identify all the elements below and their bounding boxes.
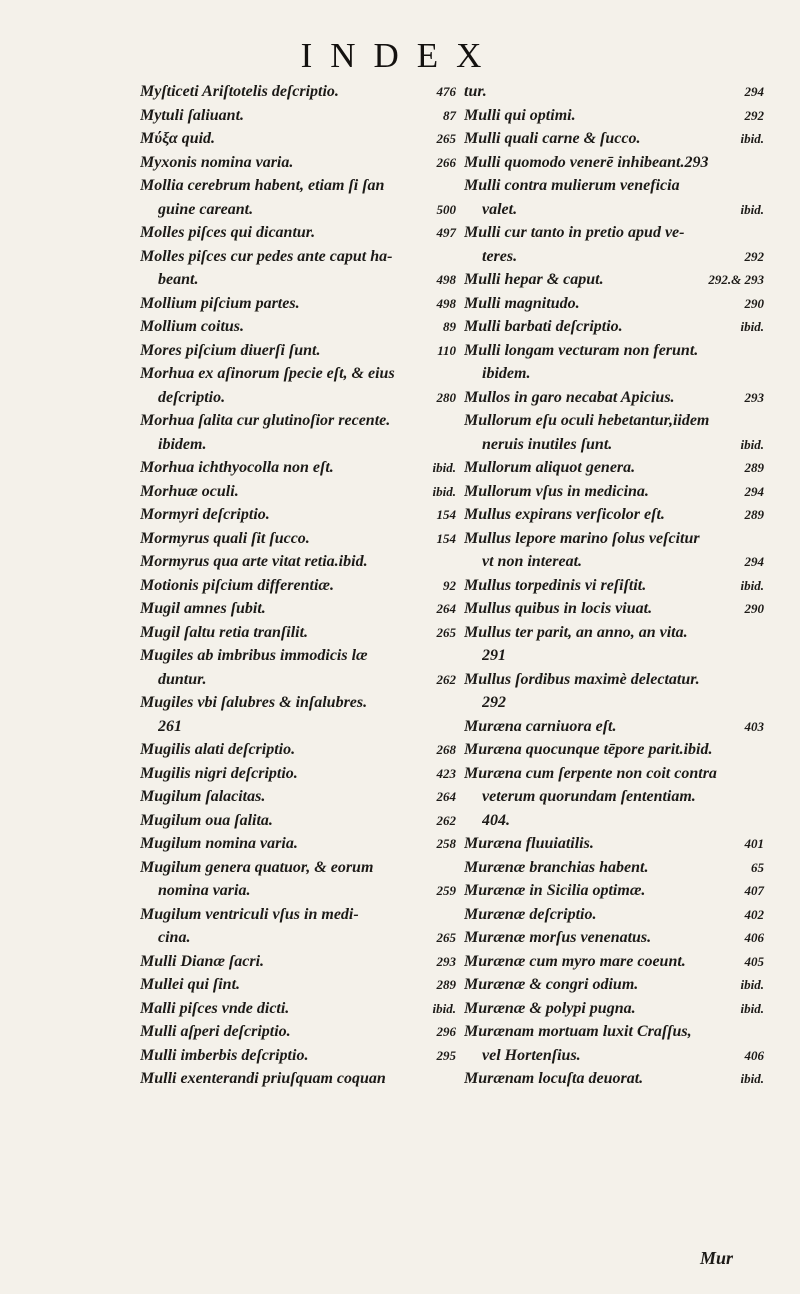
- page-number: 92: [443, 577, 456, 593]
- index-entry: [464, 409, 764, 456]
- page-number: 498: [436, 272, 456, 287]
- page-number: 500: [436, 201, 456, 217]
- index-entry: [464, 503, 764, 527]
- entry-text: nomina varia.: [158, 882, 251, 899]
- entry-text: 292: [482, 694, 506, 711]
- page-number: 402: [744, 906, 764, 922]
- entry-text: Mores piſcium diuerſi ſunt.: [140, 341, 321, 359]
- entry-text: Μύξα quid.: [140, 130, 216, 147]
- index-entry: [140, 80, 456, 104]
- index-entry: [140, 127, 456, 151]
- entry-text: beant.: [158, 271, 199, 288]
- index-entry: [140, 245, 456, 292]
- entry-text: Mugilum ſalacitas.: [140, 788, 266, 805]
- index-entry: [464, 997, 764, 1021]
- index-entry: [464, 738, 764, 762]
- page-number: ibid.: [740, 131, 764, 146]
- index-entry: [140, 292, 456, 316]
- page-number: 292.& 293: [708, 272, 764, 287]
- entry-text: Mugiles vbi ſalubres & inſalubres.: [140, 694, 368, 711]
- entry-text: Mormyrus quali ſit ſucco.: [140, 529, 310, 547]
- index-entry: [140, 480, 456, 504]
- index-entry: [464, 268, 764, 292]
- entry-text: Murænæ deſcriptio.: [464, 905, 597, 923]
- index-entry: [464, 315, 764, 339]
- index-entry: [140, 104, 456, 128]
- page-number: 154: [436, 530, 456, 546]
- page-number: ibid.: [740, 577, 764, 593]
- index-entry: [464, 80, 764, 104]
- entry-text: ibidem.: [482, 365, 531, 382]
- entry-text: valet.: [482, 200, 518, 218]
- entry-text: Morhua ichthyocolla non eſt.: [140, 459, 334, 476]
- page-number: 289: [744, 507, 764, 522]
- entry-text: Muræna quocunque tēpore parit.ibid.: [464, 741, 713, 758]
- page-number: 296: [436, 1024, 456, 1039]
- index-entry: [140, 527, 456, 551]
- index-entry: [140, 1020, 456, 1044]
- index-entry: [140, 809, 456, 833]
- entry-text: Murænam mortuam luxit Craſſus,: [464, 1023, 692, 1040]
- index-entry: [140, 973, 456, 997]
- index-entry: [140, 997, 456, 1021]
- page-number: 294: [744, 554, 764, 569]
- entry-text: Mormyrus qua arte vitat retia.ibid.: [140, 553, 368, 570]
- page-number: 265: [436, 131, 456, 146]
- page-number: 87: [443, 107, 456, 123]
- page-number: 264: [436, 789, 456, 804]
- index-entry: [464, 174, 764, 221]
- entry-text: Mullus ter parit, an anno, an vita.: [464, 623, 688, 641]
- entry-text: neruis inutiles ſunt.: [482, 435, 613, 453]
- index-entry: [464, 1067, 764, 1091]
- index-entry: [140, 597, 456, 621]
- index-entry: [140, 903, 456, 950]
- page-number: 266: [436, 154, 456, 170]
- entry-text: Mullorum vſus in medicina.: [464, 482, 649, 500]
- entry-text: Mullos in garo necabat Apicius.: [464, 388, 675, 406]
- entry-text: Mugilum genera quatuor, & eorum: [140, 858, 374, 876]
- entry-text: Mugilum nomina varia.: [140, 835, 298, 852]
- entry-text: Molles piſces cur pedes ante caput ha-: [140, 247, 393, 265]
- index-entry: [464, 574, 764, 598]
- entry-text: Mulli Dianæ ſacri.: [140, 952, 265, 970]
- page-number: ibid.: [740, 201, 764, 217]
- entry-text: Mulli imberbis deſcriptio.: [140, 1046, 309, 1064]
- entry-text: Mormyri deſcriptio.: [140, 506, 270, 523]
- entry-text: vel Hortenſius.: [482, 1046, 581, 1064]
- index-entry: [464, 527, 764, 574]
- page-number: 295: [436, 1047, 456, 1063]
- entry-text: Mulli quomodo venerē inhibeant.293: [464, 153, 709, 171]
- page-number: 401: [744, 836, 764, 851]
- page-number: 476: [436, 84, 456, 99]
- entry-text: Mullorum eſu oculi hebetantur,iidem: [464, 412, 710, 429]
- entry-text: Mollia cerebrum habent, etiam ſi ſan: [140, 177, 385, 194]
- entry-text: duntur.: [158, 670, 207, 688]
- page-number: 293: [744, 389, 764, 405]
- entry-text: Mugilis alati deſcriptio.: [140, 741, 296, 758]
- catchword: Mur: [700, 1248, 734, 1268]
- page-number: 294: [744, 483, 764, 499]
- entry-text: Mugiles ab imbribus immodicis læ: [140, 647, 368, 664]
- page-number: ibid.: [740, 977, 764, 992]
- entry-text: Mugil ſaltu retia tranſilit.: [140, 623, 309, 641]
- entry-text: Mulli aſperi deſcriptio.: [140, 1023, 291, 1040]
- entry-text: Mytuli ſaliuant.: [140, 106, 245, 124]
- index-entry: [140, 691, 456, 738]
- index-entry: [464, 973, 764, 997]
- entry-text: Mugil amnes ſubit.: [140, 600, 266, 617]
- page-number: 259: [436, 883, 456, 898]
- index-entry: [464, 386, 764, 410]
- page-number: ibid.: [432, 1000, 456, 1016]
- entry-text: Mulli exenterandi priuſquam coquan: [140, 1070, 386, 1087]
- index-entry: [464, 668, 764, 715]
- index-entry: [464, 832, 764, 856]
- entry-text: Mullus ſordibus maximè delectatur.: [464, 670, 700, 688]
- entry-text: guine careant.: [158, 200, 254, 218]
- index-entry: [140, 644, 456, 691]
- index-entry: [464, 762, 764, 833]
- index-entry: [140, 832, 456, 856]
- index-entry: [464, 715, 764, 739]
- entry-text: cina.: [158, 929, 191, 946]
- page-number: ibid.: [432, 460, 456, 475]
- entry-text: Murænæ in Sicilia optimæ.: [464, 882, 646, 899]
- entry-text: Murænæ cum myro mare coeunt.: [464, 952, 686, 970]
- index-entry: [140, 856, 456, 903]
- index-entry: [140, 362, 456, 409]
- page-number: 498: [436, 295, 456, 311]
- index-entry: [464, 339, 764, 386]
- page-number: 89: [443, 319, 456, 334]
- index-entry: [140, 762, 456, 786]
- entry-text: deſcriptio.: [158, 388, 226, 406]
- index-entry: [140, 221, 456, 245]
- entry-text: Mulli magnitudo.: [464, 294, 580, 312]
- index-entry: [464, 104, 764, 128]
- entry-text: Mulli qui optimi.: [464, 106, 576, 124]
- page-number: 292: [744, 248, 764, 264]
- page-number: ibid.: [740, 1071, 764, 1086]
- page-number: ibid.: [740, 436, 764, 452]
- page-number: 262: [436, 812, 456, 828]
- entry-text: Mulli contra mulierum veneficia: [464, 177, 680, 194]
- entry-text: Mullus torpedinis vi reſiſtit.: [464, 576, 647, 594]
- entry-text: Morhua ex aſinorum ſpecie eſt, & eius: [140, 365, 395, 382]
- entry-text: Mulli longam vecturam non ferunt.: [464, 341, 699, 359]
- page-number: 268: [436, 742, 456, 757]
- index-entry: [140, 574, 456, 598]
- entry-text: Motionis piſcium differentiæ.: [140, 576, 334, 594]
- page-number: ibid.: [740, 1000, 764, 1016]
- entry-text: Myſticeti Ariſtotelis deſcriptio.: [140, 83, 339, 100]
- index-entry: [140, 151, 456, 175]
- entry-text: Mullus quibus in locis viuat.: [464, 600, 653, 617]
- entry-text: Mullorum aliquot genera.: [464, 459, 636, 476]
- entry-text: Molles piſces qui dicantur.: [140, 224, 316, 241]
- entry-text: Mugilum oua ſalita.: [140, 811, 273, 829]
- index-entry: [464, 151, 764, 175]
- page-number: 154: [436, 507, 456, 522]
- index-entry: [464, 456, 764, 480]
- entry-text: Mulli hepar & caput.: [464, 271, 604, 288]
- entry-text: Mollium piſcium partes.: [140, 294, 300, 312]
- page-number: 265: [436, 624, 456, 640]
- entry-text: Mullus expirans verſicolor eſt.: [464, 506, 665, 523]
- page-number: 290: [744, 601, 764, 616]
- index-entry: [464, 127, 764, 151]
- index-entry: [140, 550, 456, 574]
- entry-text: teres.: [482, 247, 518, 265]
- index-entry: [464, 950, 764, 974]
- entry-text: tur.: [464, 83, 487, 100]
- index-entry: [464, 221, 764, 268]
- entry-text: Mulli barbati deſcriptio.: [464, 318, 623, 335]
- page-number: 280: [436, 389, 456, 405]
- entry-text: Mulli quali carne & ſucco.: [464, 130, 641, 147]
- entry-text: Murænæ & congri odium.: [464, 976, 639, 993]
- page-number: 292: [744, 107, 764, 123]
- page-number: 265: [436, 930, 456, 945]
- entry-text: 404.: [482, 811, 510, 829]
- page-number: 258: [436, 836, 456, 851]
- index-entry: [464, 903, 764, 927]
- entry-text: veterum quorundam ſententiam.: [482, 788, 696, 805]
- entry-text: Mollium coitus.: [140, 318, 245, 335]
- index-entry: [140, 339, 456, 363]
- entry-text: Mullus lepore marino ſolus veſcitur: [464, 529, 700, 547]
- index-entry: [464, 1020, 764, 1067]
- page-number: 423: [436, 765, 456, 781]
- entry-text: Mulli cur tanto in pretio apud ve-: [464, 224, 685, 241]
- page-number: 290: [744, 295, 764, 311]
- entry-text: Muræna fluuiatilis.: [464, 835, 594, 852]
- index-entry: [140, 621, 456, 645]
- page-number: 110: [437, 342, 456, 358]
- page-number: 497: [436, 225, 456, 240]
- index-entry: [140, 503, 456, 527]
- index-entry: [464, 926, 764, 950]
- index-entry: [140, 409, 456, 456]
- entry-text: Muræna carniuora eſt.: [464, 717, 617, 735]
- index-entry: [464, 621, 764, 668]
- entry-text: vt non intereat.: [482, 553, 583, 570]
- entry-text: 261: [158, 717, 182, 735]
- page-number: ibid.: [432, 483, 456, 499]
- page-number: 289: [436, 977, 456, 992]
- page-number: 65: [751, 859, 764, 875]
- entry-text: Morhua ſalita cur glutinoſior recente.: [140, 412, 391, 429]
- page-header: INDEX: [300, 36, 500, 75]
- index-entry: [140, 950, 456, 974]
- index-entry: [464, 879, 764, 903]
- entry-text: Malli piſces vnde dicti.: [140, 999, 290, 1017]
- index-entry: [464, 597, 764, 621]
- page-number: 262: [436, 671, 456, 687]
- index-entry: [140, 174, 456, 221]
- page-number: 264: [436, 601, 456, 616]
- right-column: [464, 80, 764, 1091]
- index-entry: [140, 1067, 456, 1091]
- entry-text: ibidem.: [158, 435, 207, 453]
- left-column: [140, 80, 456, 1091]
- index-entry: [140, 785, 456, 809]
- index-entry: [464, 480, 764, 504]
- entry-text: Mugilis nigri deſcriptio.: [140, 764, 298, 782]
- index-entry: [464, 292, 764, 316]
- index-entry: [464, 856, 764, 880]
- entry-text: Myxonis nomina varia.: [140, 153, 294, 171]
- page-number: 294: [744, 84, 764, 99]
- entry-text: 291: [482, 647, 506, 664]
- entry-text: Murænæ branchias habent.: [464, 858, 649, 876]
- page-number: 406: [744, 1047, 764, 1063]
- page-number: 407: [744, 883, 764, 898]
- index-entry: [140, 456, 456, 480]
- index-entry: [140, 315, 456, 339]
- entry-text: Murænam locuſta deuorat.: [464, 1070, 644, 1087]
- index-entry: [140, 1044, 456, 1068]
- entry-text: Murænæ & polypi pugna.: [464, 999, 636, 1017]
- entry-text: Morhuæ oculi.: [140, 482, 239, 500]
- entry-text: Mugilum ventriculi vſus in medi-: [140, 905, 359, 923]
- index-entry: [140, 738, 456, 762]
- entry-text: Murænæ morſus venenatus.: [464, 929, 652, 946]
- page-number: 406: [744, 930, 764, 945]
- page-number: 405: [744, 953, 764, 969]
- page-number: 403: [744, 718, 764, 734]
- entry-text: Muræna cum ſerpente non coit contra: [464, 764, 717, 782]
- page-number: ibid.: [740, 319, 764, 334]
- page-number: 289: [744, 460, 764, 475]
- page-number: 293: [436, 953, 456, 969]
- entry-text: Mullei qui ſint.: [140, 976, 241, 993]
